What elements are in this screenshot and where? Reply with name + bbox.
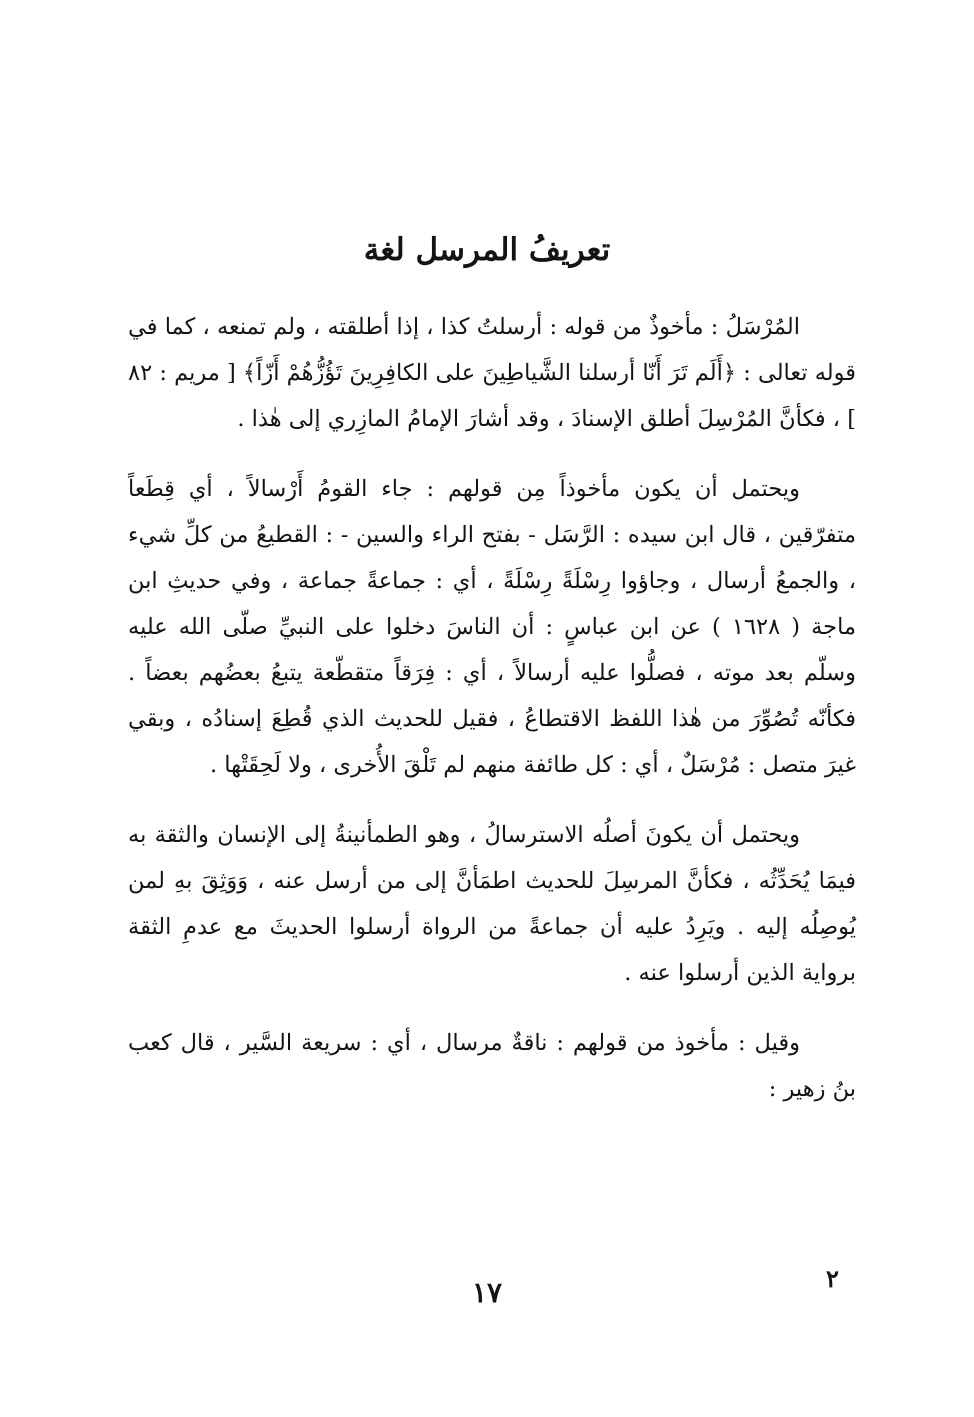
paragraph-4: وقيل : مأخوذ من قولهم : ناقةٌ مرسال ، أي : سريعة السَّير ، قال كعب بنُ زهير : [128, 1030, 856, 1102]
signature-mark: ٢ [826, 1264, 839, 1293]
body-text [128, 304, 856, 1112]
paragraph-2: ويحتمل أن يكون مأخوذاً مِن قولهم : جاء القومُ أَرْسالاً ، أي قِطَعاً متفرّقين ، قال ابن سيده : الرَّسَل - بفتح الراء والسين - : القطيعُ من كلِّ شيء ، والجمعُ أرسال ، وجاؤوا رِسْلَةً رِسْلَةً ، أي : جماعةً جماعة ، وفي حديثِ ابن ماجة ( ١٦٢٨ ) عن ابن عباسٍ : أن الناسَ دخلوا على النبيِّ صلّى الله عليه وسلّم بعد موته ، فصلُّوا عليه أرسالاً ، أي : فِرَقاً متقطّعة يتبعُ بعضُهم بعضاً . فكأنّه تُصُوِّرَ من هٰذا اللفظ الاقتطاعُ ، فقيل للحديث الذي قُطِعَ إسنادُه ، وبقي غيرَ متصل : مُرْسَلٌ ، أي : كل طائفة منهم لم تَلْقَ الأُخرى ، ولا لَحِقَتْها . [128, 476, 857, 778]
section-title: تعريفُ المرسل لغة [363, 232, 611, 268]
paragraph-3: ويحتمل أن يكونَ أصلُه الاسترسالُ ، وهو الطمأنينةُ إلى الإنسان والثقة به فيمَا يُحَدِّثُه ، فكأنَّ المرسِلَ للحديث اطمَأنَّ إلى من أرسل عنه ، وَوَثِقَ بهِ لمن يُوصِلُه إليه . ويَرِدُ عليه أن جماعةً من الرواة أرسلوا الحديثَ مع عدمِ الثقة برواية الذين أرسلوا عنه . [128, 822, 856, 986]
page-number: ١٧ [471, 1276, 503, 1309]
paragraph-1: المُرْسَلُ : مأخوذٌ من قوله : أرسلتُ كذا ، إذا أطلقته ، ولم تمنعه ، كما في قوله تعالى : ﴿أَلَم تَرَ أَنّا أرسلنا الشَّياطِينَ على الكافِرِينَ تَؤُزُّهُمْ أَزّاً﴾ [ مريم : ٨٢ ] ، فكأنَّ المُرْسِلَ أطلق الإسنادَ ، وقد أشارَ الإمامُ المازِري إلى هٰذا . [128, 314, 856, 432]
